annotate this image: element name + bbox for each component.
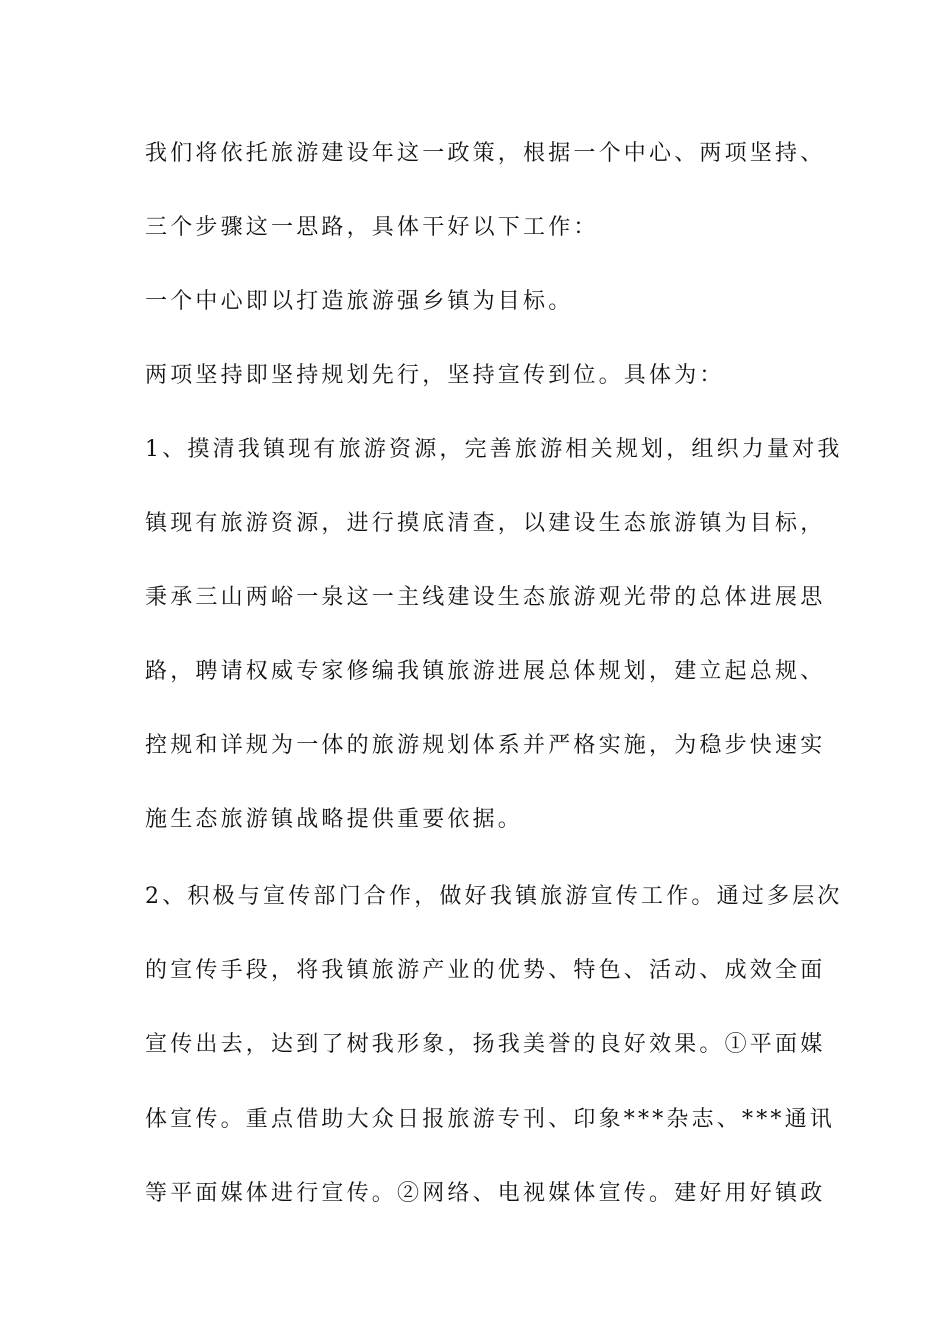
text-line-8: 路，聘请权威专家修编我镇旅游进展总体规划，建立起总规、 bbox=[145, 659, 826, 684]
text-line-1: 我们将依托旅游建设年这一政策，根据一个中心、两项坚持、 bbox=[145, 141, 826, 166]
text-line-5: 1、摸清我镇现有旅游资源，完善旅游相关规划，组织力量对我 bbox=[145, 437, 843, 462]
text-line-11: 2、积极与宣传部门合作，做好我镇旅游宣传工作。通过多层次 bbox=[145, 884, 843, 909]
text-line-9: 控规和详规为一体的旅游规划体系并严格实施，为稳步快速实 bbox=[145, 733, 826, 758]
text-line-13: 宣传出去，达到了树我形象，扬我美誉的良好效果。①平面媒 bbox=[145, 1032, 826, 1057]
text-line-2: 三个步骤这一思路，具体干好以下工作： bbox=[145, 215, 599, 240]
text-line-12: 的宣传手段，将我镇旅游产业的优势、特色、活动、成效全面 bbox=[145, 958, 826, 983]
text-line-7: 秉承三山两峪一泉这一主线建设生态旅游观光带的总体进展思 bbox=[145, 585, 826, 610]
text-line-3: 一个中心即以打造旅游强乡镇为目标。 bbox=[145, 289, 574, 314]
text-line-4: 两项坚持即坚持规划先行，坚持宣传到位。具体为： bbox=[145, 363, 725, 388]
text-line-14: 体宣传。重点借助大众日报旅游专刊、印象***杂志、***通讯 bbox=[145, 1107, 836, 1132]
text-line-10: 施生态旅游镇战略提供重要依据。 bbox=[145, 807, 524, 832]
text-line-6: 镇现有旅游资源，进行摸底清查，以建设生态旅游镇为目标， bbox=[145, 511, 826, 536]
text-line-15: 等平面媒体进行宣传。②网络、电视媒体宣传。建好用好镇政 bbox=[145, 1181, 826, 1206]
